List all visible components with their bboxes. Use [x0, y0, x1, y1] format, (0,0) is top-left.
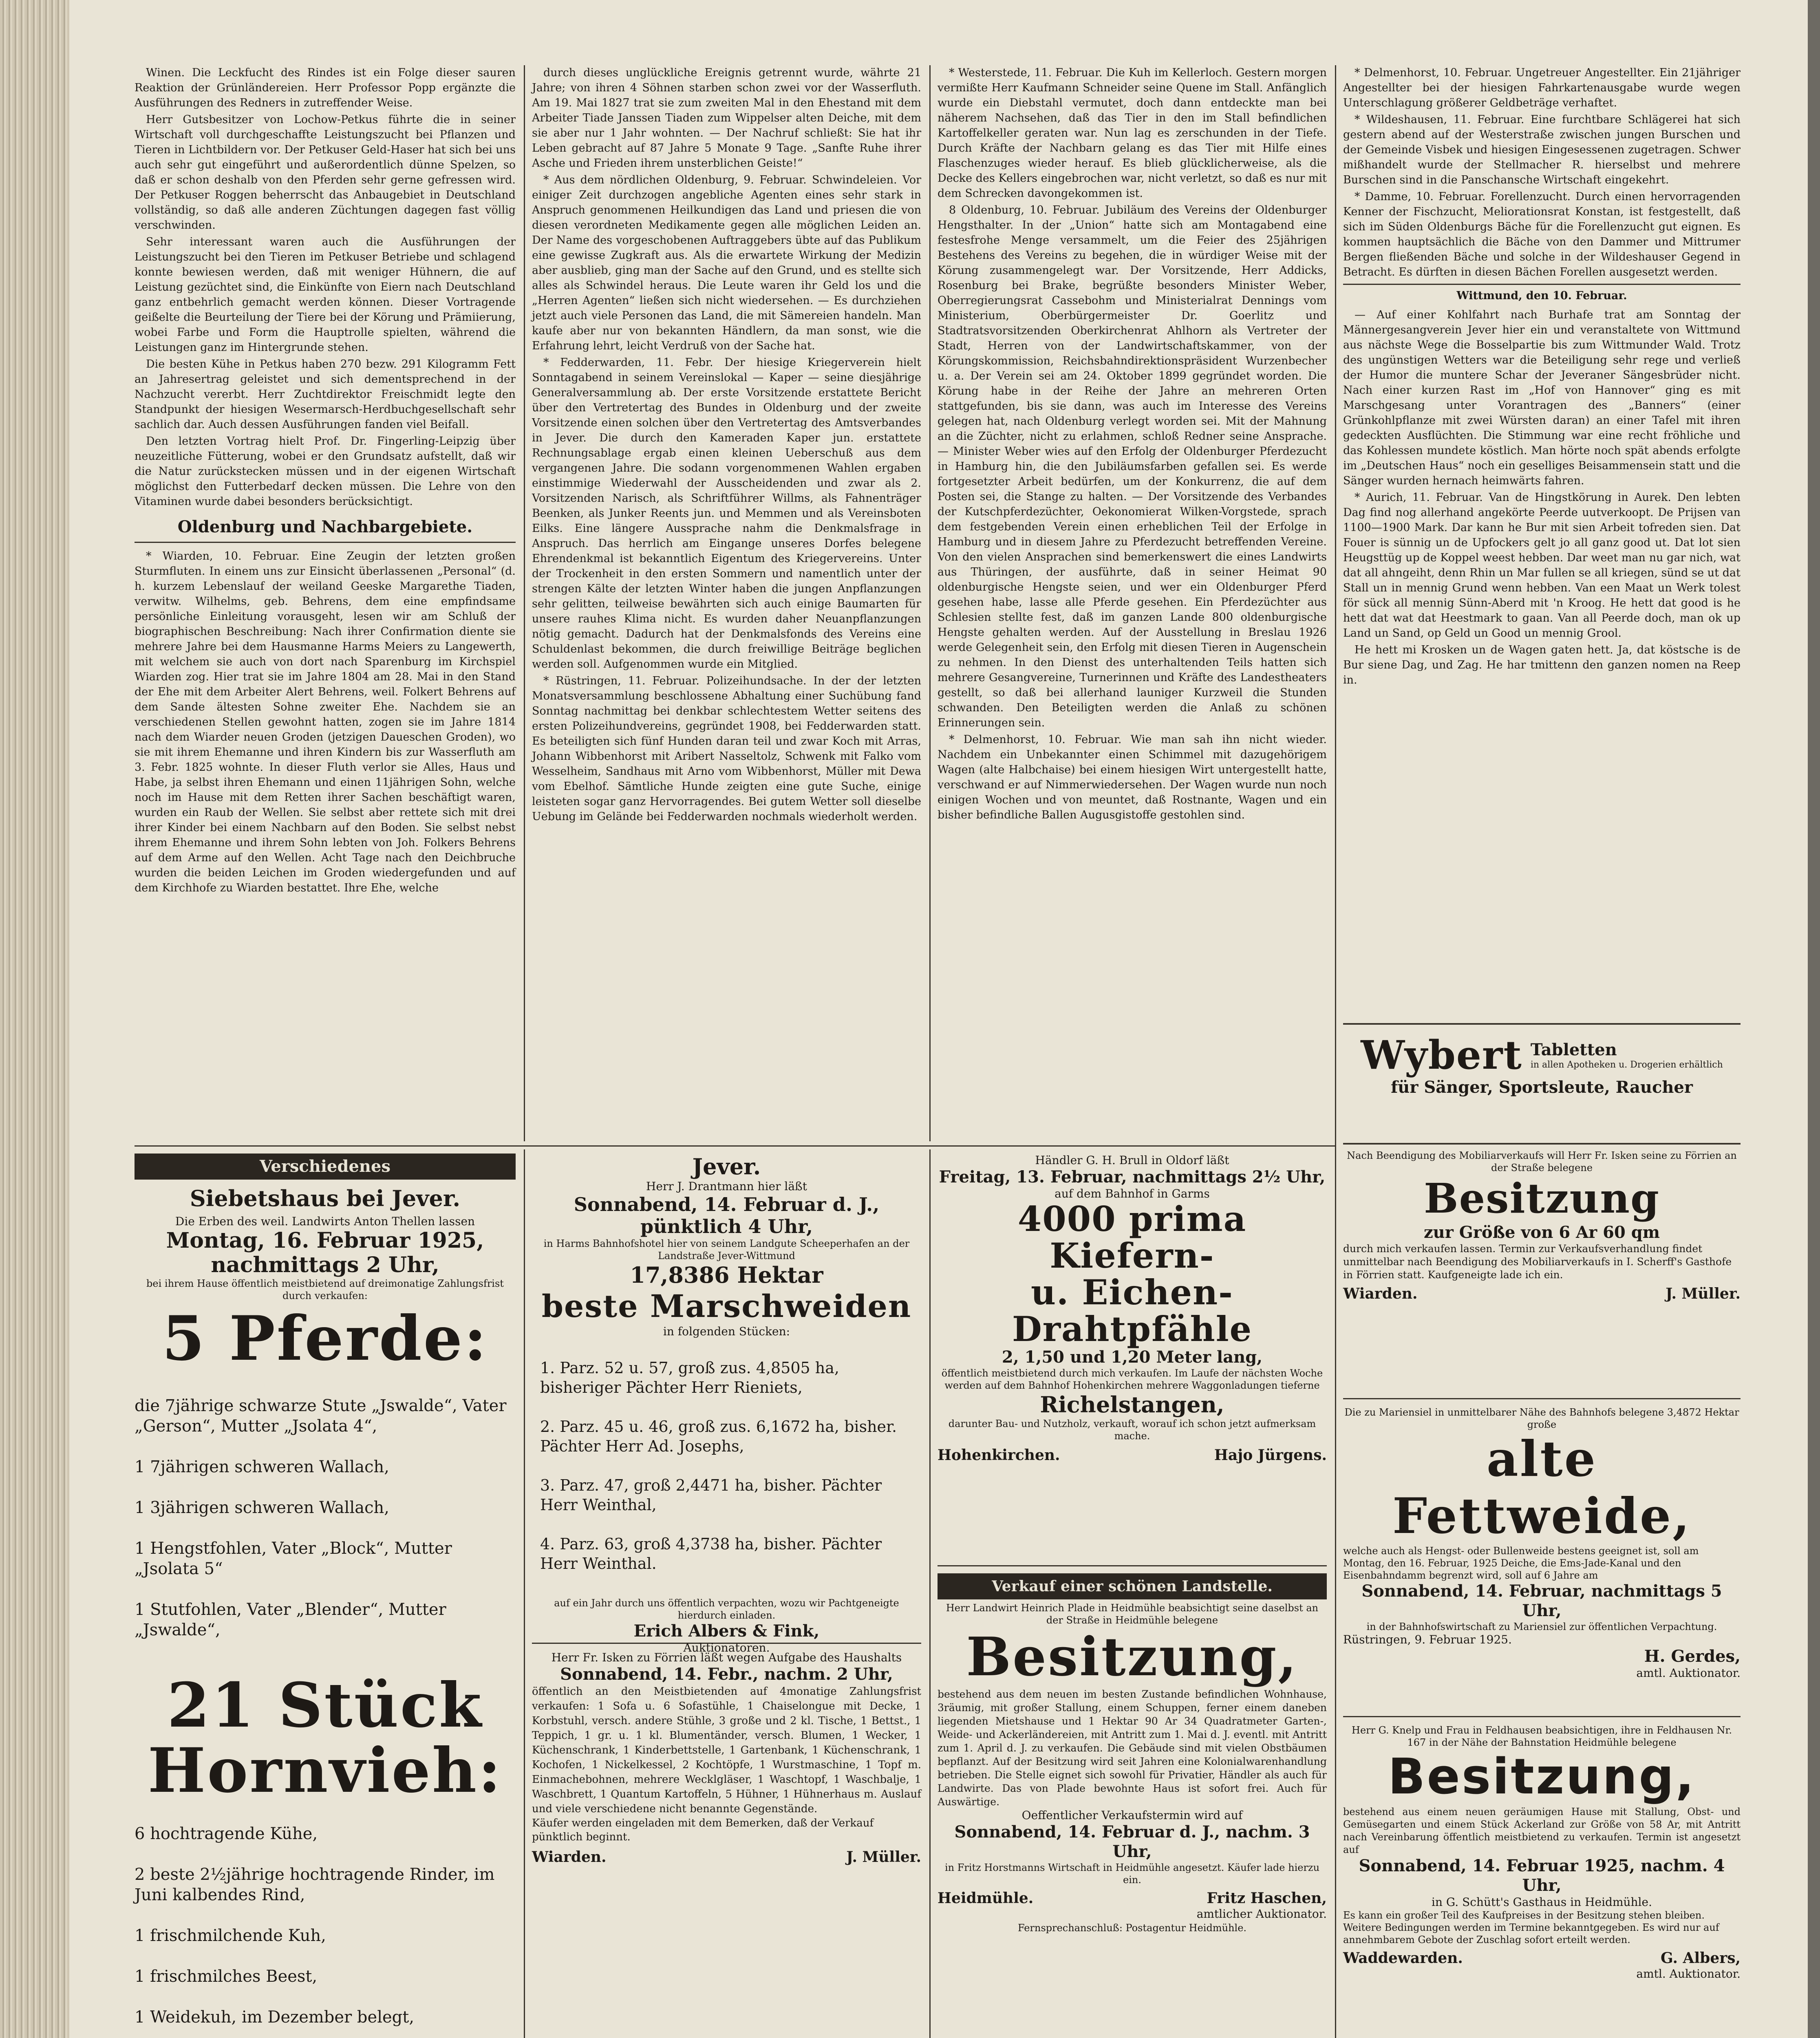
- article-paragraph: * Damme, 10. Februar. Forellenzucht. Durch einen hervorragenden Kenner der Fischzucht, Meliorationsrat Konstan, ist festgestellt, daß sich im Süden Oldenburgs Bäche für die Forellenzucht gut eignen. Es kommen hauptsächlich die Bäche von den Dammer und Mittrumer Bergen fließenden Bäche und solche in der Wildeshauser Gegend in Betracht. Es dürften in diesen Bächen Forellen ausgesetzt werden.: [1343, 190, 1741, 278]
- article-column-2: [532, 65, 921, 1141]
- ad-headline: Richelstangen,: [1040, 1392, 1224, 1418]
- ad-besitzung-foerrien: [1343, 1149, 1741, 1399]
- ad-intro: Die Erben des weil. Landwirts Anton Thellen lassen: [175, 1215, 475, 1228]
- ad-headline: Besitzung,: [966, 1626, 1298, 1688]
- ad-text: bestehend aus einem neuen geräumigen Hause mit Stallung, Obst- und Gemüsegarten und einem Stück Ackerland zur Größe von 58 Ar, mit Antritt nach Vereinbarung öffentlich meistbietend zu verkaufen. Termin ist angesetzt auf: [1343, 1806, 1741, 1855]
- ad-item: 6 hochtragende Kühe,: [135, 1824, 318, 1843]
- ad-signature-place: Wiarden.: [1343, 1285, 1418, 1302]
- article-column-1: [135, 65, 516, 1141]
- ad-terms: auf ein Jahr durch uns öffentlich verpachten, wozu wir Pachtgeneigte hierdurch einladen.: [554, 1597, 899, 1621]
- ad-headline: Besitzung,: [1388, 1749, 1696, 1805]
- ad-item: 1 3jährigen schweren Wallach,: [135, 1498, 389, 1517]
- column-rule: [929, 1149, 931, 2038]
- ad-signature-sub: amtl. Auktionator.: [1636, 1967, 1741, 1981]
- ad-item: 4. Parz. 63, groß 4,3738 ha, bisher. Pächter Herr Weinthal.: [540, 1535, 882, 1573]
- ad-place: Jever.: [692, 1154, 761, 1180]
- ad-item: 1 Stutfohlen, Vater „Blender“, Mutter „Jswalde“,: [135, 1600, 446, 1639]
- ad-banner: Verkauf einer schönen Landstelle.: [938, 1573, 1327, 1599]
- ad-intro: Herr Landwirt Heinrich Plade in Heidmühle beabsichtigt seine daselbst an der Straße in Heidmühle belegene: [946, 1602, 1319, 1626]
- ad-date: Sonnabend, 14. Februar d. J., nachm. 3 Uhr,: [954, 1822, 1310, 1861]
- ad-location: auf dem Bahnhof in Garms: [1054, 1187, 1210, 1200]
- article-paragraph: * Aus dem nördlichen Oldenburg, 9. Februar. Schwindeleien. Vor einiger Zeit durchzogen angebliche Agenten eines sehr stark in Anspruch genommenen Heilkundigen das Land und priesen die von diesen verordneten Medikamente gegen alle möglichen Leiden an. Der Name des vorgeschobenen Auftraggebers übte auf das Publikum eine gewisse Zugkraft aus. Als die erwartete Wirkung der Medizin aber ausblieb, ging man der Sache auf den Grund, und es stellte sich alles als Schwindel heraus. Die Leute waren ihr Geld los und die „Herren Agenten“ ließen sich nicht wiedersehen. — Es durchziehen jetzt auch viele Personen das Land, die mit Sämereien handeln. Man kaufe aber nur von bekannten Händlern, da man sonst, wie die Erfahrung lehrt, leicht Verdruß von der Sache hat.: [532, 174, 921, 352]
- ad-location: in G. Schütt's Gasthaus in Heidmühle.: [1432, 1895, 1652, 1909]
- ad-signature: H. Gerdes,: [1644, 1647, 1741, 1666]
- ad-auction-jever: [532, 1154, 921, 1654]
- ad-subtitle: in allen Apotheken u. Drogerien erhältlich: [1530, 1060, 1723, 1070]
- ad-item: 1 7jährigen schweren Wallach,: [135, 1458, 389, 1476]
- ad-signature: Hajo Jürgens.: [1214, 1447, 1327, 1464]
- ad-intro: Herr Fr. Isken zu Förrien läßt wegen Aufgabe des Haushalts: [551, 1651, 902, 1664]
- article-paragraph: He hett mi Krosken un de Wagen gaten hett. Ja, dat köstsche is de Bur siene Dag, und Zag. He har tmittenn den ganzen nomen na Reep in.: [1343, 644, 1741, 686]
- ad-signature: Erich Albers & Fink,: [633, 1621, 820, 1641]
- ad-item: 3. Parz. 47, groß 2,4471 ha, bisher. Pächter Herr Weinthal,: [540, 1476, 882, 1514]
- ad-text: bestehend aus dem neuen im besten Zustande befindlichen Wohnhause, 3räumig, mit großer Stallung, einem Schuppen, ferner einem daneben liegenden Mietshause und 1 Hektar 90 Ar 34 Quadratmeter Garten-, Weide- und Ackerländereien, mit Antritt zum 1. Mai d. J. eventl. mit Antritt zum 1. April d. J. zu verkaufen. Die Gebäude sind mit vielen Obstbäumen bepflanzt. Auf der Besitzung wird seit Jahren eine Kolonialwarenhandlung betrieben. Die Stelle eignet sich sowohl für Privatier, Händler als auch für Landwirte. Das von Plade bewohnte Haus ist sofort frei. Auch für Auswärtige.: [938, 1688, 1327, 1808]
- ad-landstelle-heidmuehle: [938, 1573, 1327, 2038]
- ad-place: Siebetshaus bei Jever.: [190, 1185, 461, 1211]
- ad-date: Sonnabend, 14. Febr., nachm. 2 Uhr,: [560, 1665, 893, 1684]
- ad-item: 1 Hengstfohlen, Vater „Block“, Mutter „Jsolata 5“: [135, 1539, 452, 1578]
- ad-terms: darunter Bau- und Nutzholz, verkauft, worauf ich schon jetzt aufmerksam mache.: [948, 1418, 1316, 1442]
- ad-intro: Die zu Mariensiel in unmittelbarer Nähe des Bahnhofs belegene 3,4872 Hektar große: [1344, 1407, 1739, 1430]
- ad-headline: Besitzung: [1424, 1174, 1660, 1222]
- article-paragraph: * Delmenhorst, 10. Februar. Wie man sah ihn nicht wieder. Nachdem ein Unbekannter einen Schimmel mit dazugehörigem Wagen (alte Halbchaise) bei einem hiesigen Wirt untergestellt hatte, verschwand er auf Nimmerwiedersehen. Der Wagen wurde nun noch einigen Wochen und von meuntet, daß Rostnante, Wagen und ein bisher befindliche Ballen Augusgistoffe gestohlen sind.: [938, 733, 1327, 821]
- article-paragraph: * Delmenhorst, 10. Februar. Ungetreuer Angestellter. Ein 21jähriger Angestellter bei der hiesigen Fahrkartenausgabe wurde wegen Unterschlagung größerer Geldbeträge verhaftet.: [1343, 66, 1741, 109]
- ad-subtitle: in folgenden Stücken:: [663, 1325, 790, 1338]
- ad-intro: Händler G. H. Brull in Oldorf läßt: [1035, 1154, 1229, 1167]
- article-paragraph: * Wiarden, 10. Februar. Eine Zeugin der letzten großen Sturmfluten. In einem uns zur Einsicht überlassenen „Personal“ (d. h. kurzem Lebenslauf der weiland Geeske Margarethe Tiaden, verwitw. Wilhelms, geb. Behrens, dem eine empfindsame persönliche Einleitung vorausgeht, lesen wir am Schluß der biographischen Beschreibung: Nach ihrer Confirmation diente sie mehrere Jahre bei dem Hausmanne Harms Meiers zu Langewerth, mit welchem sie auch von dort nach Sparenburg im Kirchspiel Wiarden zog. Hier trat sie im Jahre 1804 am 28. Mai in den Stand der Ehe mit dem Arbeiter Alert Behrens, weil. Folkert Behrens auf dem Sande ältesten Sohne zweiter Ehe. Nachdem sie an verschiedenen Stellen gewohnt hatten, zogen sie im Jahre 1814 nach dem Wiarder neuen Groden (jetzigen Daueschen Groden), wo sie mit ihrem Ehemanne und ihren Kindern bis zur Wasserfluth am 3. Febr. 1825 wohnte. In dieser Fluth verlor sie Alles, Haus und Habe, ja selbst ihren Ehemann und einen 11jährigen Sohn, welche noch im Hause mit dem Retten ihrer Sachen beschäftigt waren, wurden ein Raub der Wellen. Sie selbst aber rettete sich mit drei ihrer Kinder bei einem Nachbarn auf den Boden. Sie selbst nebst ihrem Ehemanne und ihrem Sohn lebten von Joh. Folkers Behrens auf dem Arme auf den Wellen. Acht Tage nach den Deichbruche wurden die beiden Leichen im Groden wiedergefunden und auf dem Kirchhofe zu Wiarden bestattet. Ihre Ehe, welche: [135, 550, 516, 894]
- article-paragraph: * Westerstede, 11. Februar. Die Kuh im Kellerloch. Gestern morgen vermißte Herr Kaufmann Schneider seine Quene im Stall. Anfänglich wurde ein Diebstahl vermutet, doch dann entdeckte man bei näherem Nachsehen, daß das Tier in den im Stall befindlichen Kartoffelkeller geraten war. Nun lag es zerschunden in der Tiefe. Durch Kräfte der Nachbarn gelang es das Tier mit Hilfe eines Flaschenzuges wieder herauf. Es blieb glücklicherweise, als die Decke des Kellers eingebrochen war, nicht verletzt, so daß es nur mit dem Schrecken davongekommen ist.: [938, 66, 1327, 200]
- ad-location: in Fritz Horstmanns Wirtschaft in Heidmühle angesetzt. Käufer lade hierzu ein.: [944, 1862, 1320, 1886]
- ad-item: die 7jährige schwarze Stute „Jswalde“, Vater „Gerson“, Mutter „Jsolata 4“,: [135, 1396, 507, 1436]
- ad-date: Sonnabend, 14. Februar, nachmittags 5 Uhr,: [1361, 1581, 1722, 1620]
- newspaper-content: [135, 65, 1741, 2038]
- ad-auction-drahtpfaehle: [938, 1154, 1327, 1566]
- article-paragraph: Herr Gutsbesitzer von Lochow-Petkus führte die in seiner Wirtschaft voll durchgeschaffte Leistungszucht bei Pflanzen und Tieren in Lichtbildern vor. Der Petkuser Geld-Haser hat sich bei uns auch sehr gut eingeführt und außerordentlich dünne Spelzen, so daß er schon deshalb von den Pferden sehr gerne gefressen wird. Der Petkuser Roggen beherrscht das Anbaugebiet in Deutschland vollständig, so daß alle anderen Züchtungen dagegen fast völlig verschwinden.: [135, 113, 516, 232]
- ad-besitzung-feldhausen: [1343, 1724, 1741, 2038]
- ad-wybert-tablets: [1343, 1023, 1741, 1145]
- ad-signature-place: Hohenkirchen.: [938, 1447, 1060, 1464]
- ad-brand: Wybert: [1361, 1032, 1522, 1078]
- ad-terms: Es kann ein großer Teil des Kaufpreises in der Besitzung stehen bleiben. Weitere Bedingungen werden im Termine bekanntgegeben. Es wird nur auf annehmbarem Gebote der Zuschlag sofort erteilt werden.: [1343, 1910, 1719, 1945]
- ad-text: welche auch als Hengst- oder Bullenweide bestens geeignet ist, soll am Montag, den 16. Februar, 1925 Deiche, die Ems-Jade-Kanal und den Eisenbahndamm begrenzt wird, soll auf 6 Jahre am: [1343, 1545, 1699, 1581]
- ad-item: 1. Parz. 52 u. 57, groß zus. 4,8505 ha, bisheriger Pächter Herr Rieniets,: [540, 1359, 840, 1396]
- ad-title: Tabletten: [1530, 1040, 1617, 1059]
- ad-intro: Herr J. Drantmann hier läßt: [646, 1180, 807, 1193]
- ad-date: Montag, 16. Februar 1925, nachmittags 2 Uhr,: [166, 1228, 484, 1277]
- ad-signature: J. Müller.: [1666, 1285, 1741, 1302]
- ad-auction-siebetshaus: [135, 1154, 516, 2038]
- column-rule: [929, 65, 931, 1141]
- page-edge: [1808, 0, 1820, 2038]
- article-paragraph: Den letzten Vortrag hielt Prof. Dr. Fingerling-Leipzig über neuzeitliche Fütterung, wobei er den Grundsatz aufstellt, daß wir die Natur zurückstecken müssen und in der eigenen Wirtschaft möglichst den Futterbedarf decken müssen. Die Lehre von den Vitaminen wurde dabei besonders berücksichtigt.: [135, 435, 516, 508]
- ad-signature-sub: Auktionatoren.: [683, 1641, 770, 1654]
- ad-signature: Fritz Haschen,: [1207, 1890, 1327, 1907]
- ad-signature-place: Waddewarden.: [1343, 1950, 1463, 1967]
- article-paragraph: durch dieses unglückliche Ereignis getrennt wurde, währte 21 Jahre; von ihren 4 Söhnen starben schon zwei vor der Wasserfluth. Am 19. Mai 1827 trat sie zum zweiten Mal in den Ehestand mit dem Arbeiter Tiade Janssen Tiaden zum Wippelser alten Deiche, mit dem sie aber nur 1 Jahr wohnten. — Der Nachruf schließt: Sie hat ihr Leben gebracht auf 87 Jahre 5 Monate 9 Tage. „Sanfte Ruhe ihrer Asche und Frieden ihrem unsterblichen Geiste!“: [532, 66, 921, 170]
- ad-terms: Käufer werden eingeladen mit dem Bemerken, daß der Verkauf pünktlich beginnt.: [532, 1817, 874, 1843]
- ad-dateline: Rüstringen, 9. Februar 1925.: [1343, 1633, 1512, 1646]
- ad-date: Sonnabend, 14. Februar 1925, nachm. 4 Uhr,: [1359, 1856, 1725, 1895]
- column-rule: [1335, 65, 1336, 1141]
- ad-signature-sub: amtl. Auktionator.: [1636, 1666, 1741, 1680]
- ad-headline: Hornvieh:: [148, 1735, 503, 1806]
- article-paragraph: Winen. Die Leckfucht des Rindes ist ein Folge dieser sauren Reaktion der Grünländereien. Herr Professor Popp ergänzte die Ausführungen des Redners in zutreffender Weise.: [135, 66, 516, 109]
- ad-signature-place: Wiarden.: [532, 1848, 607, 1866]
- ad-item: 2. Parz. 45 u. 46, groß zus. 6,1672 ha, bisher. Pächter Herr Ad. Josephs,: [540, 1418, 897, 1455]
- article-column-4: [1343, 65, 1741, 1019]
- ad-terms: Oeffentlicher Verkaufstermin wird auf: [1021, 1809, 1243, 1822]
- ad-headline: 4000 prima Kiefern-: [1017, 1199, 1247, 1276]
- ad-area: 17,8386 Hektar: [630, 1262, 823, 1288]
- article-paragraph: Die besten Kühe in Petkus haben 270 bezw. 291 Kilogramm Fett an Jahresertrag geleistet und sich dementsprechend in der Nachzucht vererbt. Herr Zuchtdirektor Freischmidt legte den Standpunkt der hiesigen Wesermarsch-Herdbuchgesellschaft sehr sachlich dar. Auch dessen Ausführungen fanden viel Beifall.: [135, 358, 516, 431]
- ad-tagline: für Sänger, Sportsleute, Raucher: [1391, 1078, 1693, 1097]
- ad-subtitle: zur Größe von 6 Ar 60 qm: [1423, 1223, 1660, 1242]
- column-rule: [524, 1149, 525, 2038]
- ad-headline: u. Eichen-Drahtpfähle: [1012, 1272, 1253, 1349]
- ad-auction-foerrien: [532, 1651, 921, 2038]
- ad-date: Sonnabend, 14. Februar d. J., pünktlich 4 Uhr,: [574, 1193, 880, 1237]
- ad-terms: bei ihrem Hause öffentlich meistbietend auf dreimonatige Zahlungsfrist durch verkaufen:: [146, 1278, 504, 1301]
- ad-text: durch mich verkaufen lassen. Termin zur Verkaufsverhandlung findet unmittelbar nach Beendigung des Mobiliarverkaufs in I. Scherff's Gasthofe in Förrien statt. Kaufgeneigte lade ich ein.: [1343, 1243, 1732, 1281]
- article-paragraph: 8 Oldenburg, 10. Februar. Jubiläum des Vereins der Oldenburger Hengsthalter. In der „Union“ hatte sich am Montagabend eine festesfrohe Menge versammelt, um die Feier des 25jährigen Bestehens des Vereins zu begehen, die in würdiger Weise mit der Körung zusammengelegt war. Der Vorsitzende, Herr Addicks, Rosenburg bei Brake, begrüßte besonders Minister Weber, Oberregierungsrat Cassebohm und Ministerialrat Dennings vom Ministerium, Oberbürgermeister Dr. Goerlitz und Stadtratsvorsitzenden Oberkirchenrat Ahlhorn als Vertreter der Stadt, Herren von der Landwirtschaftskammer, von der Körungskommission, Reichsbahndirektionspräsident Wurzenbecher u. a. Der Verein sei am 24. Oktober 1899 gegründet worden. Die Körung habe in der Reihe der Jahre an mehreren Orten stattgefunden, bis sie dann, was auch im Interesse des Vereins gelegen hat, nach Oldenburg verlegt worden sei. Mit der Mahnung an die Züchter, nicht zu erlahmen, schloß Redner seine Ansprache. — Minister Weber wies auf den Erfolg der Oldenburger Pferdezucht in Hamburg hin, die den Jubiläumsfarben gefallen sei. Es werde fortgesetzter Arbeit bedürfen, um der Konkurrenz, die auf dem Posten sei, die Stange zu halten. — Der Vorsitzende des Verbandes der Kutschpferdezüchter, Oekonomierat Wilken-Vorgstede, sprach dem festgebenden Verein einen erheblichen Teil der Erfolge in Hamburg und in diesem Jahre zu Pferdezucht betreffenden Vereine. Von den vielen Ansprachen sind bemerkenswert die eines Landwirts aus Thüringen, der ausführte, daß in seiner Heimat 90 oldenburgische Hengste seien, und wer ein Oldenburger Pferd gesehen habe, lasse alle Pferde gesehen. Ein Pferdezüchter aus Schlesien stellte fest, daß im ganzen Lande 800 oldenburgische Hengste gehalten werden. Auf der Ausstellung in Breslau 1926 werde Gelegenheit sein, den Erfolg mit diesen Tieren in Augenschein zu nehmen. In den Dienst des unterhaltenden Teils hatten sich mehrere Gesangvereine, Turnerinnen und Kräfte des Landestheaters gestellt, so daß bei allerhand launiger Kurzweil die Stunden schwanden. Den Beteiligten werden die Anlaß zu schönen Erinnerungen sein.: [938, 204, 1327, 729]
- ad-phone: Fernsprechanschluß: Postagentur Heidmühle.: [1017, 1922, 1247, 1934]
- ad-signature-sub: amtlicher Auktionator.: [1196, 1907, 1327, 1921]
- column-rule: [524, 65, 525, 1141]
- ad-section-rule: [135, 1145, 1335, 1147]
- ad-item: 2 beste 2½jährige hochtragende Rinder, im Juni kalbendes Rind,: [135, 1865, 495, 1904]
- ad-location: in Harms Bahnhofshotel hier von seinem Landgute Scheeperhafen an der Landstraße Jever-Wittmund: [543, 1238, 910, 1262]
- book-binding: [0, 0, 69, 2038]
- ad-date: Freitag, 13. Februar, nachmittags 2½ Uhr,: [939, 1167, 1326, 1187]
- ad-signature-place: Heidmühle.: [938, 1890, 1034, 1907]
- column-rule: [1335, 1027, 1336, 2038]
- article-paragraph: * Wildeshausen, 11. Februar. Eine furchtbare Schlägerei hat sich gestern abend auf der Westerstraße zwischen jungen Burschen und der Gemeinde Visbek und hiesigen Eingesessenen zugetragen. Schwer mißhandelt wurde der Stellmacher R. hierselbst und mehrere Burschen sind in die Panschansche Wirtschaft eingekehrt.: [1343, 113, 1741, 186]
- ad-headline: beste Marschweiden: [541, 1288, 912, 1324]
- ad-intro: Herr G. Knelp und Frau in Feldhausen beabsichtigen, ihre in Feldhausen Nr. 167 in der Nähe der Bahnstation Heidmühle belegene: [1352, 1725, 1732, 1748]
- ad-location: in der Bahnhofswirtschaft zu Mariensiel zur öffentlichen Verpachtung.: [1366, 1621, 1717, 1632]
- ad-item: 1 Weidekuh, im Dezember belegt,: [135, 2008, 415, 2027]
- ad-signature: J. Müller.: [846, 1848, 921, 1866]
- article-column-3: [938, 65, 1327, 1141]
- ad-signature: G. Albers,: [1661, 1950, 1741, 1967]
- article-paragraph: * Fedderwarden, 11. Febr. Der hiesige Kriegerverein hielt Sonntagabend in seinem Vereinslokal — Kaper — seine diesjährige Generalversammlung ab. Der erste Vorsitzende erstattete Bericht über den Vertretertag des Bundes in Oldenburg und der zweite Vorsitzende einen solchen über den Vertretertag des Amtsverbandes in Jever. Die durch den Kameraden Kaper jun. erstattete Rechnungsablage ergab einen kleinen Ueberschuß aus dem vergangenen Jahre. Die sodann vorgenommenen Wahlen ergaben einstimmige Wiederwahl der Ausscheidenden und zwar als 2. Vorsitzenden Narisch, als Schriftführer Willms, als Fahnenträger Beenken, als Junker Reents jun. und Memmen und als Vereinsboten Eilks. Eine längere Aussprache nahm die Denkmalsfrage in Anspruch. Das herrlich am Eingange unseres Dorfes belegene Ehrendenkmal ist bekanntlich Eigentum des Kriegervereins. Unter der Trockenheit in den ersten Sommern und namentlich unter der strengen Kälte der letzten Winter haben die jungen Anpflanzungen sehr gelitten, teilweise bewährten sich auch einige Baumarten für unsere rauhes Klima nicht. Es wurden daher Neuanpflanzungen nötig gemacht. Dadurch hat der Denkmalsfonds des Vereins eine Schuldenlast bekommen, die durch freiwillige Beiträge beglichen werden soll. Aufgenommen wurde ein Mitglied.: [532, 356, 921, 671]
- ad-text: öffentlich an den Meistbietenden auf 4monatige Zahlungsfrist verkaufen: 1 Sofa u. 6 Sofastühle, 1 Chaiselongue mit Decke, 1 Korbstuhl, versch. andere Stühle, 3 große und 2 kl. Tische, 1 Bettst., 1 Teppich, 1 gr. u. 1 kl. Blumentänder, versch. Blumen, 1 Wecker, 1 Küchenschrank, 1 Kinderbettstelle, 1 Gartenbank, 1 Küchenschrank, 1 Kochofen, 1 Nickelkessel, 2 Kochtöpfe, 1 Wurstmaschine, 1 Topf m. Einmachebohnen, mehrere Wecklgläser, 1 Waschtopf, 1 Waschbalje, 1 Waschbrett, 1 Quantum Kartoffeln, 5 Hühner, 1 Hühnerhaus m. Auslauf und viele verschiedene nicht benannte Gegenstände.: [532, 1685, 921, 1815]
- dateline: Wittmund, den 10. Februar.: [1343, 284, 1741, 303]
- ad-size: 2, 1,50 und 1,20 Meter lang,: [1002, 1348, 1263, 1367]
- ad-item: 1 frischmilchende Kuh,: [135, 1926, 326, 1945]
- ad-headline: 21 Stück: [167, 1670, 483, 1741]
- ad-terms: öffentlich meistbietend durch mich verkaufen. Im Laufe der nächsten Woche werden auf dem Bahnhof Hohenkirchen mehrere Waggonladungen tieferne: [941, 1367, 1323, 1391]
- ad-headline: 5 Pferde:: [162, 1303, 488, 1374]
- ad-fettweide-mariensiel: [1343, 1406, 1741, 1717]
- ad-intro: Nach Beendigung des Mobiliarverkaufs will Herr Fr. Isken seine zu Förrien an der Straße belegene: [1347, 1150, 1737, 1173]
- article-paragraph: * Rüstringen, 11. Februar. Polizeihundsache. In der der letzten Monatsversammlung beschlossene Abhaltung einer Suchübung fand Sonntag nachmittag bei denkbar schlechtestem Wetter seitens des ersten Polizeihundvereins, gegründet 1908, bei Fedderwarden statt. Es beteiligten sich fünf Hunden daran teil und zwar Koch mit Arras, Johann Wibbenhorst mit Aribert Nasseltolz, Schwenk mit Falko vom Wesselheim, Sandhaus mit Arno vom Wibbenhorst, Müller mit Dewa vom Ebelhof. Sämtliche Hunde zeigten eine gute Suche, einige leisteten sogar ganz Hervorragendes. Bei gutem Wetter soll dieselbe Uebung im Gelände bei Fedderwarden nochmals wiederholt werden.: [532, 675, 921, 823]
- ad-banner: Verschiedenes: [135, 1154, 516, 1180]
- ad-headline: alte Fettweide,: [1392, 1430, 1692, 1545]
- article-paragraph: Sehr interessant waren auch die Ausführungen der Leistungszucht bei den Tieren im Petkuser Betriebe und schlagend konnte bewiesen werden, daß mit weniger Hühnern, die auf Leistung gezüchtet sind, die Einkünfte von Eiern nach Deutschland ganz entbehrlich gemacht werden können. Dieser Vortragende geißelte die Beurteilung der Tiere bei der Körung und Prämiierung, wobei Farbe und Form die Hauptrolle spielten, während die Leistungen ganz im Hintergrunde stehen.: [135, 236, 516, 354]
- article-paragraph: — Auf einer Kohlfahrt nach Burhafe trat am Sonntag der Männergesangverein Jever hier ein und veranstaltete von Wittmund aus nächste Wege die Bosselpartie bis zum Wittmunder Wald. Trotz des ungünstigen Wetters war die Beteiligung sehr rege und verließ der Humor die muntere Schar der Jeveraner Sängesbrüder nicht. Nach einer kurzen Rast im „Hof von Hannover“ ging es mit Marschgesang unter Vorantragen des „Banners“ (einer Grünkohlpflanze mit zwei Würsten daran) an einer Tafel mit ihren gedeckten Ausflüchten. Die Stimmung war eine recht fröhliche und das Kohlessen mundete köstlich. Man hörte noch spät abends erfolgte im „Deutschen Haus“ noch ein geselliges Beisammensein statt und die Sänger wurden hernach heimwärts fahren.: [1343, 309, 1741, 487]
- section-title: Oldenburg und Nachbargebiete.: [135, 515, 516, 543]
- ad-item: 1 frischmilches Beest,: [135, 1967, 318, 1986]
- article-paragraph: * Aurich, 11. Februar. Van de Hingstkörung in Aurek. Den lebten Dag find nog allerhand angekörte Peerde uutverkoopt. De Prijsen van 1100—1900 Mark. Dar kann he Bur mit sien Arbeit tofreden sien. Dat Fouer is sünnig un de Upfockers gelt jo all ganz good ut. Dat lot sien Heugsttüg up de Koppel weest hebben. Dar weet man nu gar nich, wat dat all ahngeiht, denn Rhin un Mar fullen se all kriegen, sünd se ut dat Stall un in mennig Grund wenn hebben. Van een Maat un Werk tolest för sück all mennig Sünn-Aberd mit 'n Kroog. He hett dat good is he hett dat wat dat Heestmark to gaan. Van all Peerde doch, man ok up Land un Sand, op Geld un Good un mennig Grool.: [1343, 491, 1741, 640]
